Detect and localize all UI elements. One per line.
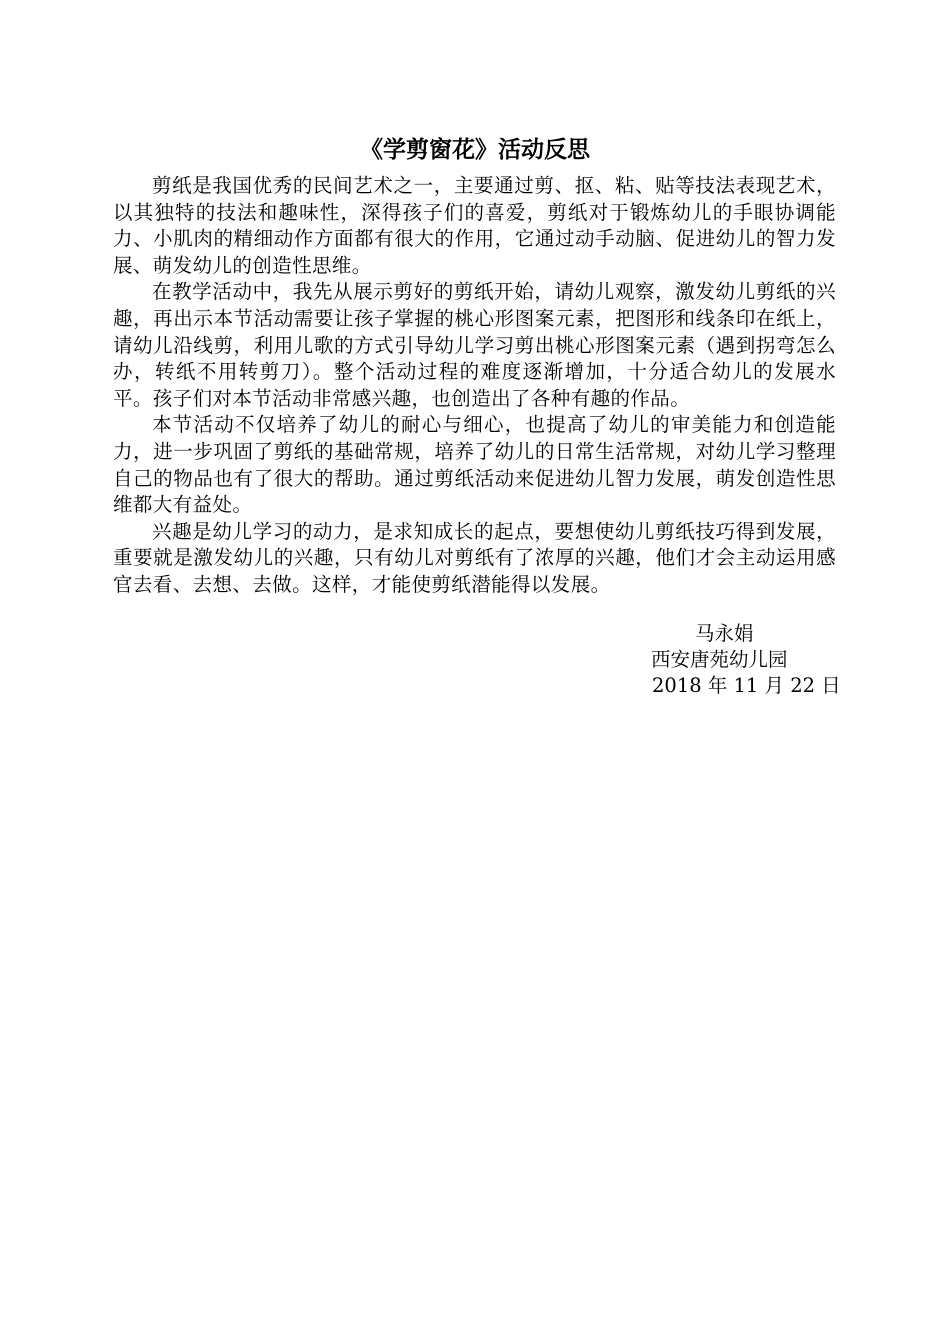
document-body (113, 173, 836, 599)
paragraph-4: 兴趣是幼儿学习的动力，是求知成长的起点，要想使幼儿剪纸技巧得到发展，重要就是激发幼儿的兴趣，只有幼儿对剪纸有了浓厚的兴趣，他们才会主动运用感官去看、去想、去做。这样，才能使剪纸潜能得以发展。 (113, 519, 836, 596)
document-date: 2018 年 11 月 22 日 (652, 674, 841, 697)
paragraph-1: 剪纸是我国优秀的民间艺术之一，主要通过剪、抠、粘、贴等技法表现艺术，以其独特的技法和趣味性，深得孩子们的喜爱，剪纸对于锻炼幼儿的手眼协调能力、小肌肉的精细动作方面都有很大的作用，它通过动手动脑、促进幼儿的智力发展、萌发幼儿的创造性思维。 (113, 174, 836, 277)
paragraph-3: 本节活动不仅培养了幼儿的耐心与细心，也提高了幼儿的审美能力和创造能力，进一步巩固了剪纸的基础常规，培养了幼儿的日常生活常规，对幼儿学习整理自己的物品也有了很大的帮助。通过剪纸活动来促进幼儿智力发展，萌发创造性思维都大有益处。 (113, 413, 836, 517)
document-title: 《学剪窗花》活动反思 (360, 136, 590, 163)
signature-block (640, 621, 880, 699)
author-name: 马永娟 (695, 622, 754, 645)
author-organization: 西安唐苑幼儿园 (651, 648, 788, 671)
paragraph-2: 在教学活动中，我先从展示剪好的剪纸开始，请幼儿观察，激发幼儿剪纸的兴趣，再出示本节活动需要让孩子掌握的桃心形图案元素，把图形和线条印在纸上，请幼儿沿线剪，利用儿歌的方式引导幼儿学习剪出桃心形图案元素（遇到拐弯怎么办，转纸不用转剪刀）。整个活动过程的难度逐渐增加，十分适合幼儿的发展水平。孩子们对本节活动非常感兴趣，也创造出了各种有趣的作品。 (113, 280, 836, 410)
